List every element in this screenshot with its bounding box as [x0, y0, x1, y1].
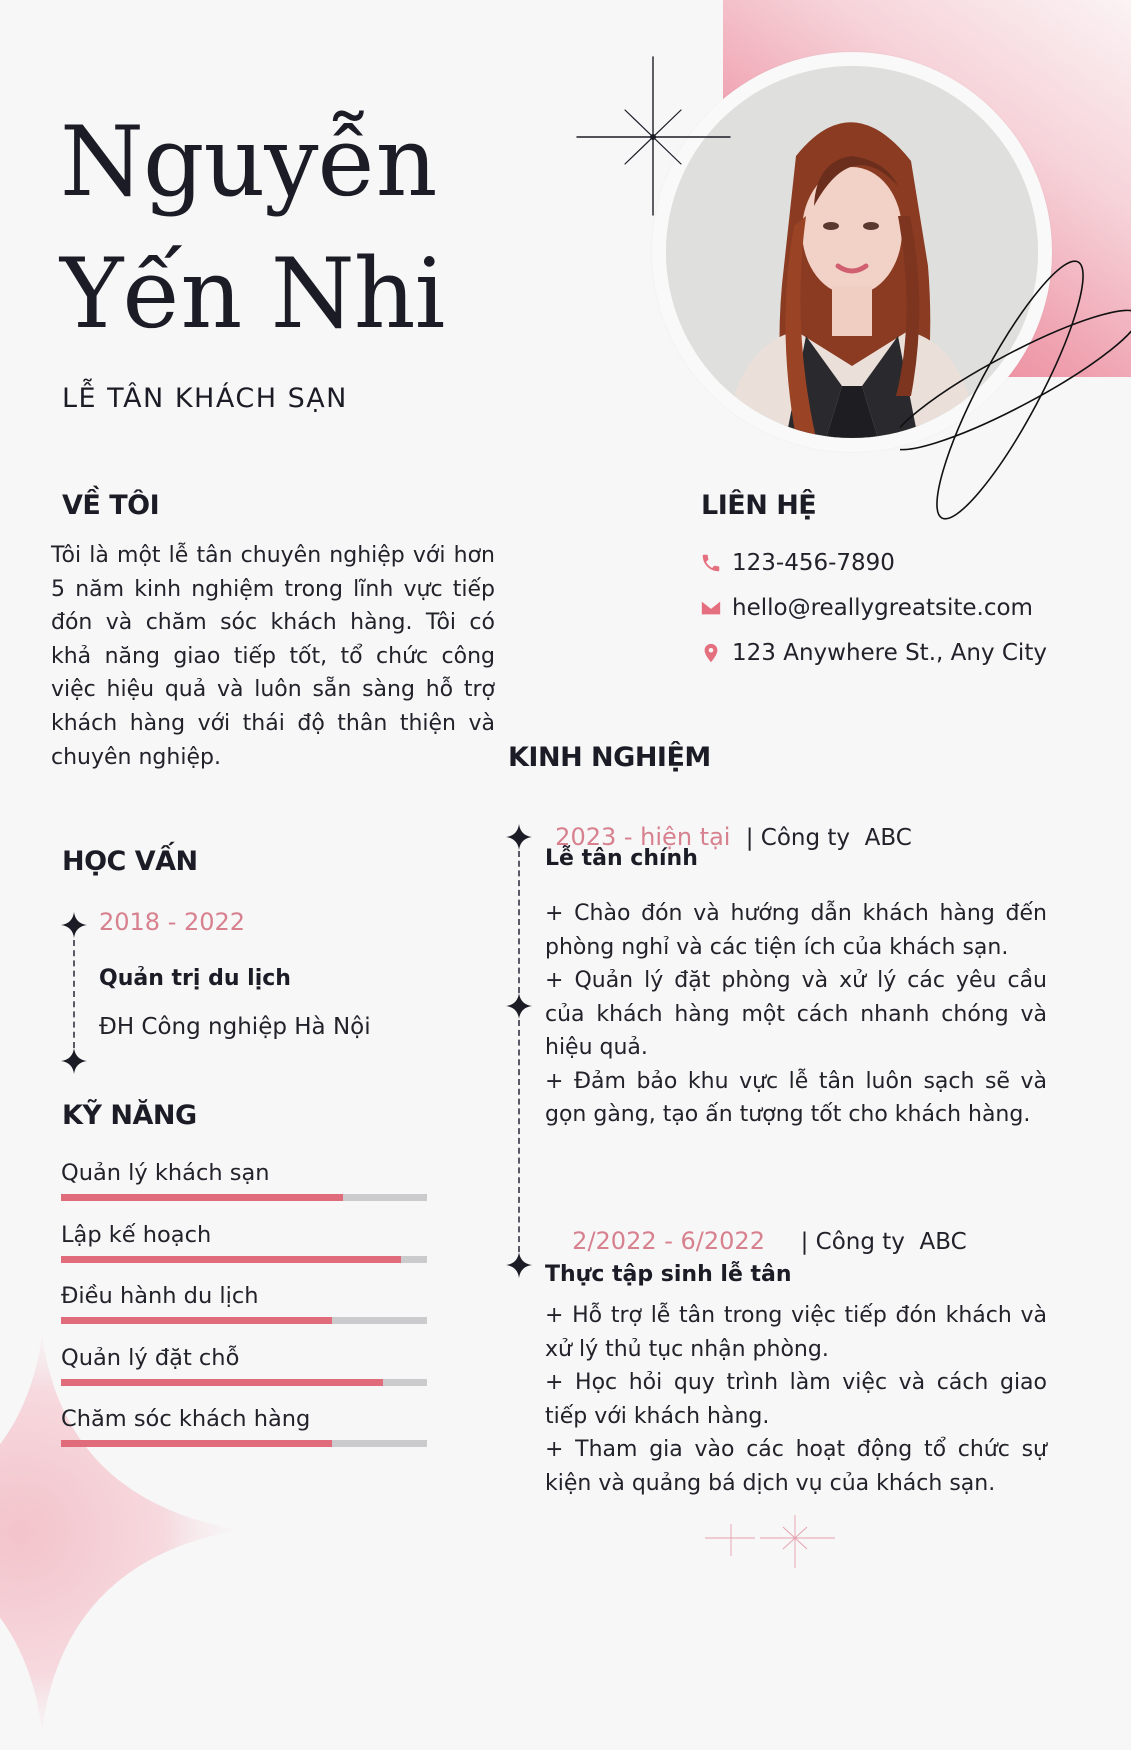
experience-bullet: + Chào đón và hướng dẫn khách hàng đến phòng nghỉ và các tiện ích của khách sạn.	[545, 901, 1047, 960]
experience-timeline-line	[518, 1020, 520, 1252]
location-pin-icon	[700, 642, 722, 664]
name-line-1: Nguyễn	[60, 106, 437, 218]
education-degree: Quản trị du lịch	[99, 966, 291, 991]
experience-entry-1-header	[545, 804, 912, 851]
experience-timeline-line	[518, 851, 520, 993]
contact-email	[700, 585, 1047, 630]
skill-bar-track	[61, 1440, 427, 1447]
timeline-star-icon	[506, 993, 532, 1019]
experience-bullet: + Quản lý đặt phòng và xử lý các yêu cầu của khách hàng một cách nhanh chóng và hiệu quả.	[545, 968, 1047, 1060]
candidate-name	[60, 96, 620, 360]
skill-item	[61, 1220, 427, 1282]
experience-title: Thực tập sinh lễ tân	[545, 1262, 792, 1287]
experience-bullet: + Đảm bảo khu vực lễ tân luôn sạch sẽ và gọn gàng, tạo ấn tượng tốt cho khách hàng.	[545, 1068, 1047, 1127]
experience-company: | Công ty ABC	[800, 1229, 967, 1255]
experience-date: 2023 - hiện tại	[555, 823, 731, 851]
skill-item	[61, 1281, 427, 1343]
experience-bullet: + Hỗ trợ lễ tân trong việc tiếp đón khách và xử lý thủ tục nhận phòng.	[545, 1303, 1047, 1362]
experience-bullets	[545, 897, 1047, 1132]
email-address[interactable]: hello@reallygreatsite.com	[732, 594, 1033, 621]
contact-heading: LIÊN HỆ	[701, 490, 817, 521]
experience-date: 2/2022 - 6/2022	[572, 1227, 765, 1255]
about-text: Tôi là một lễ tân chuyên nghiệp với hơn 5 năm kinh nghiệm trong lĩnh vực tiếp đón và chăm sóc khách hàng. Tôi có khả năng giao tiếp tốt, tổ chức công việc hiệu quả và luôn sẵn sàng hỗ trợ khách hàng với thái độ thân thiện và chuyên nghiệp.	[51, 543, 495, 770]
skill-label: Quản lý đặt chỗ	[61, 1344, 240, 1371]
skill-bar-fill	[61, 1317, 332, 1324]
skill-bar-fill	[61, 1194, 343, 1201]
experience-title: Lễ tân chính	[545, 846, 698, 871]
timeline-star-icon	[61, 912, 87, 938]
phone-number[interactable]: 123-456-7890	[732, 549, 895, 576]
education-timeline-line	[73, 940, 75, 1048]
skill-bar-track	[61, 1317, 427, 1324]
skills-heading: KỸ NĂNG	[62, 1100, 197, 1131]
education-date: 2018 - 2022	[99, 908, 246, 936]
experience-bullet: + Học hỏi quy trình làm việc và cách giao tiếp với khách hàng.	[545, 1370, 1047, 1429]
skill-item	[61, 1343, 427, 1405]
skill-bar-track	[61, 1194, 427, 1201]
name-line-2: Yến Nhi	[60, 238, 445, 350]
contact-address	[700, 630, 1047, 675]
street-address: 123 Anywhere St., Any City	[732, 639, 1047, 666]
skill-bar-track	[61, 1379, 427, 1386]
about-heading: VỀ TÔI	[62, 490, 160, 521]
experience-company: | Công ty ABC	[745, 825, 912, 851]
skill-bar-fill	[61, 1440, 332, 1447]
skill-bar-track	[61, 1256, 427, 1263]
skill-bar-fill	[61, 1256, 401, 1263]
experience-bullet: + Tham gia vào các hoạt động tổ chức sự kiện và quảng bá dịch vụ của khách sạn.	[545, 1437, 1047, 1496]
phone-icon	[700, 552, 722, 574]
pink-sparkle-icon	[700, 1510, 840, 1570]
contact-phone	[700, 540, 1047, 585]
timeline-star-icon	[506, 1252, 532, 1278]
skills-list	[61, 1158, 427, 1466]
timeline-star-icon	[61, 1048, 87, 1074]
skill-item	[61, 1158, 427, 1220]
experience-heading: KINH NGHIỆM	[508, 742, 711, 773]
skill-label: Điều hành du lịch	[61, 1283, 259, 1309]
email-icon	[700, 597, 722, 619]
contact-list	[700, 540, 1047, 675]
education-heading: HỌC VẤN	[62, 846, 198, 877]
skill-label: Chăm sóc khách hàng	[61, 1406, 311, 1432]
skill-label: Lập kế hoạch	[61, 1221, 212, 1248]
skill-label: Quản lý khách sạn	[61, 1160, 270, 1186]
experience-bullets	[545, 1299, 1047, 1500]
skill-bar-fill	[61, 1379, 383, 1386]
ribbon-loop-decoration-icon	[900, 230, 1131, 520]
skill-item	[61, 1404, 427, 1466]
job-title: LỄ TÂN KHÁCH SẠN	[62, 383, 348, 414]
education-school: ĐH Công nghiệp Hà Nội	[99, 1014, 371, 1040]
experience-entry-2-header	[562, 1208, 967, 1255]
timeline-star-icon	[506, 824, 532, 850]
